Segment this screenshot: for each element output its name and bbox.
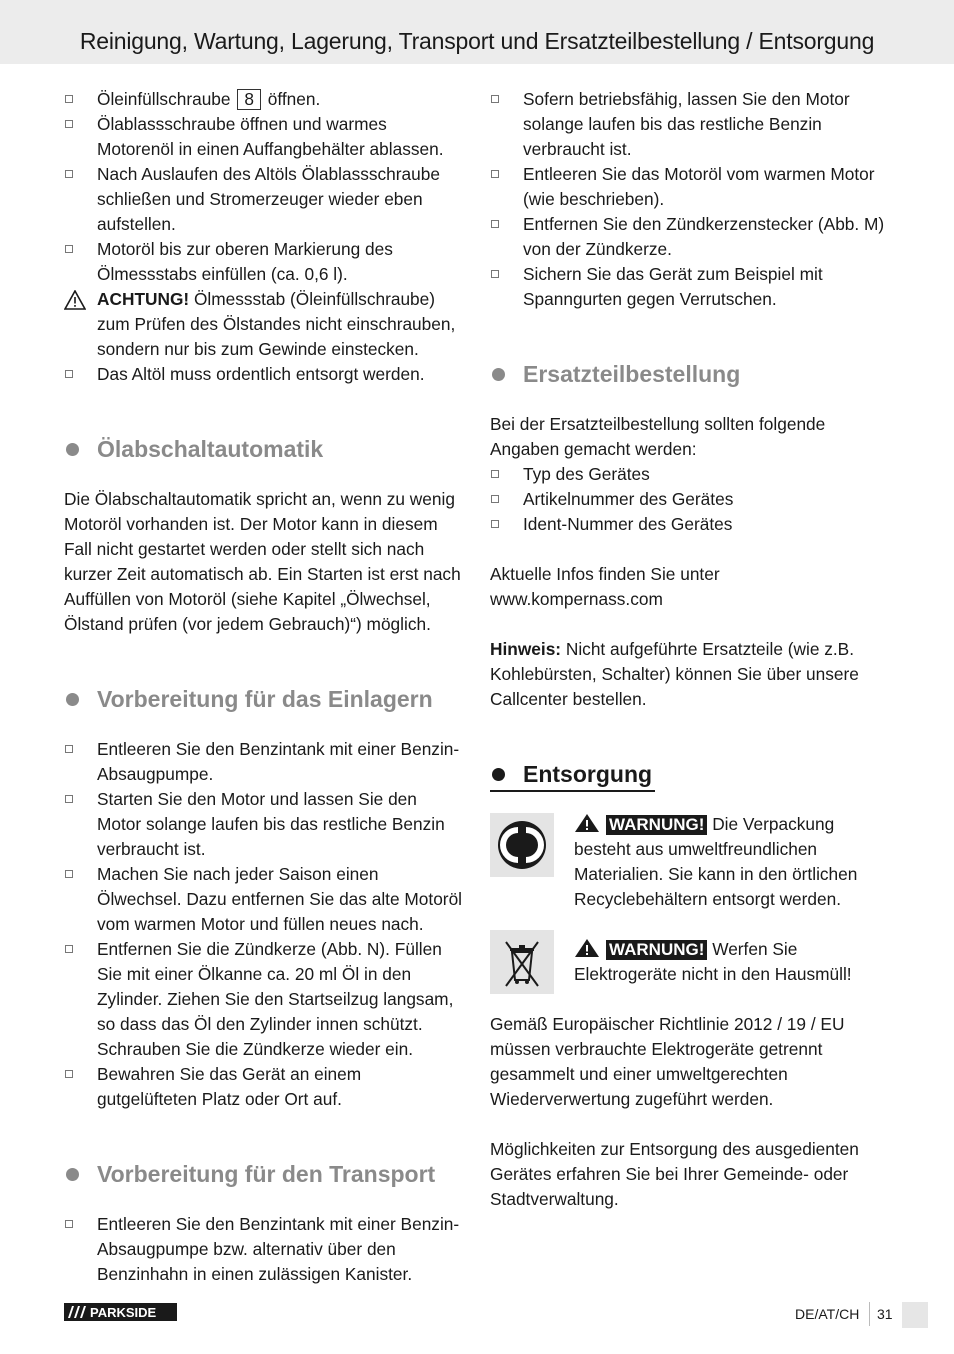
spare-parts-intro: Bei der Ersatzteilbestellung sollten folgende Angaben gemacht werden: xyxy=(490,414,826,459)
section-heading-transport: Vorbereitung für den Transport xyxy=(64,1159,464,1189)
bullet-box-icon xyxy=(65,870,73,878)
oil-step-1-post: öffnen. xyxy=(262,89,321,109)
electro-warning-text: Werfen Sie Elektrogeräte nicht in den Hausmüll! xyxy=(574,939,852,984)
oil-step-1-pre: Öleinfüllschraube xyxy=(97,89,236,109)
bullet-box-icon xyxy=(65,370,73,378)
directive-text: Gemäß Europäischer Richtlinie 2012 / 19 / EU müssen verbrauchte Elektrogeräte getrennt gesammelt und einer umweltgerechten Wiederverwertung zugeführt werden. xyxy=(490,1014,845,1109)
bullet-box-icon xyxy=(491,270,499,278)
hint-paragraph xyxy=(490,637,890,712)
footer-divider xyxy=(869,1302,870,1326)
bullet-box-icon xyxy=(491,470,499,478)
list-item xyxy=(64,162,464,237)
heading-bullet-icon xyxy=(66,443,79,456)
section-heading-disposal: Entsorgung xyxy=(490,759,890,789)
bullet-box-icon xyxy=(491,220,499,228)
bullet-box-icon xyxy=(491,95,499,103)
caution-item xyxy=(64,287,464,362)
list-item: Entleeren Sie den Benzintank mit einer Benzin-Absaugpumpe bzw. alternativ über den Benzinhahn in einen zulässigen Kanister. xyxy=(64,1212,464,1287)
list-item: Entfernen Sie den Zündkerzenstecker (Abb. M) von der Zündkerze. xyxy=(490,212,890,262)
bullet-box-icon xyxy=(65,120,73,128)
transport-steps-right xyxy=(490,87,890,312)
list-item: Bewahren Sie das Gerät an einem gutgelüfteten Platz oder Ort auf. xyxy=(64,1062,464,1112)
list-item: Sofern betriebsfähig, lassen Sie den Motor solange laufen bis das restliche Benzin verbraucht ist. xyxy=(490,87,890,162)
oil-step-2: Ölablassschraube öffnen und warmes Motorenöl in einen Auffangbehälter ablassen. xyxy=(97,114,444,159)
warning-triangle-icon xyxy=(574,938,600,958)
left-column xyxy=(64,87,464,1287)
list-item: Starten Sie den Motor und lassen Sie den Motor solange laufen bis das restliche Benzin verbraucht ist. xyxy=(64,787,464,862)
bullet-box-icon xyxy=(491,520,499,528)
warning-triangle-icon xyxy=(574,813,600,833)
heading-underline xyxy=(490,790,655,792)
list-item: Ident-Nummer des Gerätes xyxy=(490,512,890,537)
section-heading-oil-shutoff: Ölabschaltautomatik xyxy=(64,434,464,464)
oil-change-steps xyxy=(64,87,464,387)
bullet-box-icon xyxy=(65,795,73,803)
hint-label: Hinweis: xyxy=(490,639,562,659)
bullet-box-icon xyxy=(65,170,73,178)
page-title: Reinigung, Wartung, Lagerung, Transport und Ersatzteilbestellung / Entsorgung xyxy=(79,28,875,54)
bullet-box-icon xyxy=(491,170,499,178)
warning-badge: WARNUNG! xyxy=(606,815,707,835)
right-column xyxy=(490,87,890,1212)
heading-bullet-icon xyxy=(66,693,79,706)
list-item xyxy=(64,87,464,112)
list-item: Machen Sie nach jeder Saison einen Ölwechsel. Dazu entfernen Sie das alte Motoröl vom warmen Motor und füllen neues nach. xyxy=(64,862,464,937)
bullet-box-icon xyxy=(65,1070,73,1078)
bullet-box-icon xyxy=(65,95,73,103)
oil-step-4: Motoröl bis zur oberen Markierung des Ölmessstabs einfüllen (ca. 0,6 l). xyxy=(97,239,393,284)
bullet-box-icon xyxy=(65,245,73,253)
packaging-warning xyxy=(490,812,890,912)
list-item: Artikelnummer des Gerätes xyxy=(490,487,890,512)
list-item: Typ des Gerätes xyxy=(490,462,890,487)
warning-badge: WARNUNG! xyxy=(606,940,707,960)
green-dot-recycling-icon xyxy=(490,813,554,877)
language-codes: DE/AT/CH xyxy=(795,1306,860,1322)
parkside-logo xyxy=(64,1303,177,1321)
list-item xyxy=(64,362,464,387)
page-tab xyxy=(902,1302,928,1328)
page-number: 31 xyxy=(877,1306,893,1322)
warning-triangle-icon xyxy=(64,290,86,310)
section-heading-storage: Vorbereitung für das Einlagern xyxy=(64,684,464,714)
part-number-box: 8 xyxy=(237,89,261,110)
oil-step-3: Nach Auslaufen des Altöls Ölablassschraube schließen und Stromerzeuger wieder eben aufstellen. xyxy=(97,164,440,234)
electro-warning xyxy=(490,937,890,1001)
oil-step-last: Das Altöl muss ordentlich entsorgt werden. xyxy=(97,364,425,384)
storage-steps xyxy=(64,737,464,1112)
info-line: Aktuelle Infos finden Sie unter xyxy=(490,564,720,584)
section-heading-spare-parts: Ersatzteilbestellung xyxy=(490,359,890,389)
list-item: Entfernen Sie die Zündkerze (Abb. N). Füllen Sie mit einer Ölkanne ca. 20 ml Öl in den Zylinder. Ziehen Sie den Startseilzug langsam, so dass das Öl den Zylinder innen schützt. Schrauben Sie die Zündkerze wieder ein. xyxy=(64,937,464,1062)
crossed-bin-weee-icon xyxy=(490,930,554,994)
svg-text:PARKSIDE: PARKSIDE xyxy=(90,1305,157,1320)
bullet-box-icon xyxy=(65,745,73,753)
oil-shutoff-text: Die Ölabschaltautomatik spricht an, wenn zu wenig Motoröl vorhanden ist. Der Motor kann in diesem Fall nicht gestartet werden oder stellt sich nach kurzer Zeit automatisch ab. Ein Starten ist erst nach Auffüllen von Motoröl (siehe Kapitel „Ölwechsel, Ölstand prüfen (vor jedem Gebrauch)“) möglich. xyxy=(64,489,461,634)
bullet-box-icon xyxy=(65,945,73,953)
hint-text: Nicht aufgeführte Ersatzteile (wie z.B. Kohlebürsten, Schalter) können Sie über unsere Callcenter bestellen. xyxy=(490,639,859,709)
packaging-warning-text: Die Verpackung besteht aus umweltfreundlichen Materialien. Sie kann in den örtlichen Recyclebehältern entsorgt werden. xyxy=(574,814,858,909)
caution-text: Ölmessstab (Öleinfüllschraube) zum Prüfen des Ölstandes nicht einschrauben, sondern nur bis zum Gewinde einstecken. xyxy=(97,289,456,359)
disposal-options-text: Möglichkeiten zur Entsorgung des ausgedienten Gerätes erfahren Sie bei Ihrer Gemeinde- oder Stadtverwaltung. xyxy=(490,1139,859,1209)
bullet-box-icon xyxy=(491,495,499,503)
heading-bullet-icon xyxy=(66,1168,79,1181)
spare-parts-list xyxy=(490,462,890,537)
caution-label: ACHTUNG! xyxy=(97,289,190,309)
bullet-box-icon xyxy=(65,1220,73,1228)
list-item: Entleeren Sie das Motoröl vom warmen Motor (wie beschrieben). xyxy=(490,162,890,212)
heading-bullet-icon xyxy=(492,768,505,781)
list-item xyxy=(64,112,464,162)
list-item: Entleeren Sie den Benzintank mit einer Benzin-Absaugpumpe. xyxy=(64,737,464,787)
list-item: Sichern Sie das Gerät zum Beispiel mit Spanngurten gegen Verrutschen. xyxy=(490,262,890,312)
list-item xyxy=(64,237,464,287)
website-url: www.kompernass.com xyxy=(490,589,663,609)
transport-steps-left xyxy=(64,1212,464,1287)
heading-bullet-icon xyxy=(492,368,505,381)
